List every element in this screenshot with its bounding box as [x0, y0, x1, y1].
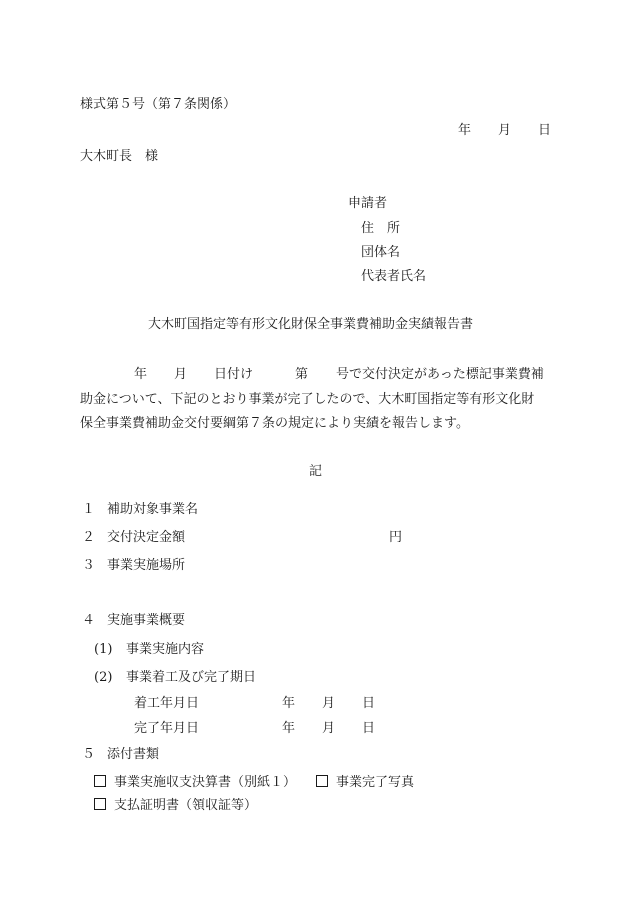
attachment-checkbox-3[interactable] — [94, 798, 257, 812]
checkbox-icon[interactable] — [94, 775, 106, 787]
body-number-prefix: 第 — [295, 367, 309, 382]
attachment-label: 事業完了写真 — [336, 775, 415, 790]
sub-item-label: 事業着工及び完了期日 — [126, 670, 257, 685]
body-line3: 保全事業費補助金交付要綱第７条の規定により実績を報告します。 — [80, 416, 469, 431]
applicant-heading: 申請者 — [348, 196, 388, 211]
ki-heading: 記 — [309, 464, 323, 479]
item-label: 補助対象事業名 — [107, 502, 199, 517]
addressee: 大木町長 様 — [80, 149, 159, 164]
date-year: 年 — [458, 123, 472, 138]
item-number: ５ — [82, 747, 96, 762]
attachment-label: 事業実施収支決算書（別紙１） — [114, 775, 297, 790]
item-number: １ — [82, 502, 96, 517]
body-line2: 助金について、下記のとおり事業が完了したので、大木町国指定等有形文化財 — [80, 392, 535, 407]
document-title: 大木町国指定等有形文化財保全事業費補助金実績報告書 — [148, 317, 474, 332]
sub-item-label: 事業実施内容 — [126, 642, 205, 657]
item-label: 添付書類 — [107, 747, 160, 762]
representative-label: 代表者氏名 — [361, 269, 427, 284]
date-month: 月 — [498, 123, 512, 138]
item-number: ４ — [82, 613, 96, 628]
end-year: 年 — [282, 721, 296, 736]
body-line1-rest: 号で交付決定があった標記事業費補 — [336, 367, 544, 382]
attachment-checkbox-1[interactable] — [94, 775, 296, 789]
address-label: 住 所 — [361, 221, 401, 236]
body-year: 年 — [134, 367, 148, 382]
end-day: 日 — [362, 721, 376, 736]
body-day: 日付け — [214, 367, 254, 382]
start-year: 年 — [282, 696, 296, 711]
end-month: 月 — [322, 721, 336, 736]
item-label: 実施事業概要 — [107, 613, 186, 628]
organization-label: 団体名 — [361, 245, 401, 260]
item-number: ３ — [82, 558, 96, 573]
attachment-label: 支払証明書（領収証等） — [114, 798, 258, 813]
sub-item-number: (1) — [94, 642, 113, 657]
item-label: 交付決定金額 — [107, 530, 186, 545]
start-month: 月 — [322, 696, 336, 711]
start-day: 日 — [362, 696, 376, 711]
checkbox-icon[interactable] — [316, 775, 328, 787]
yen-unit: 円 — [389, 530, 403, 545]
checkbox-icon[interactable] — [94, 798, 106, 810]
end-date-label: 完了年月日 — [134, 721, 200, 736]
start-date-label: 着工年月日 — [134, 696, 200, 711]
form-label: 様式第５号（第７条関係） — [80, 97, 237, 112]
item-number: ２ — [82, 530, 96, 545]
body-month: 月 — [174, 367, 188, 382]
sub-item-number: (2) — [94, 670, 113, 685]
item-label: 事業実施場所 — [107, 558, 186, 573]
attachment-checkbox-2[interactable] — [316, 775, 414, 789]
date-day: 日 — [538, 123, 552, 138]
